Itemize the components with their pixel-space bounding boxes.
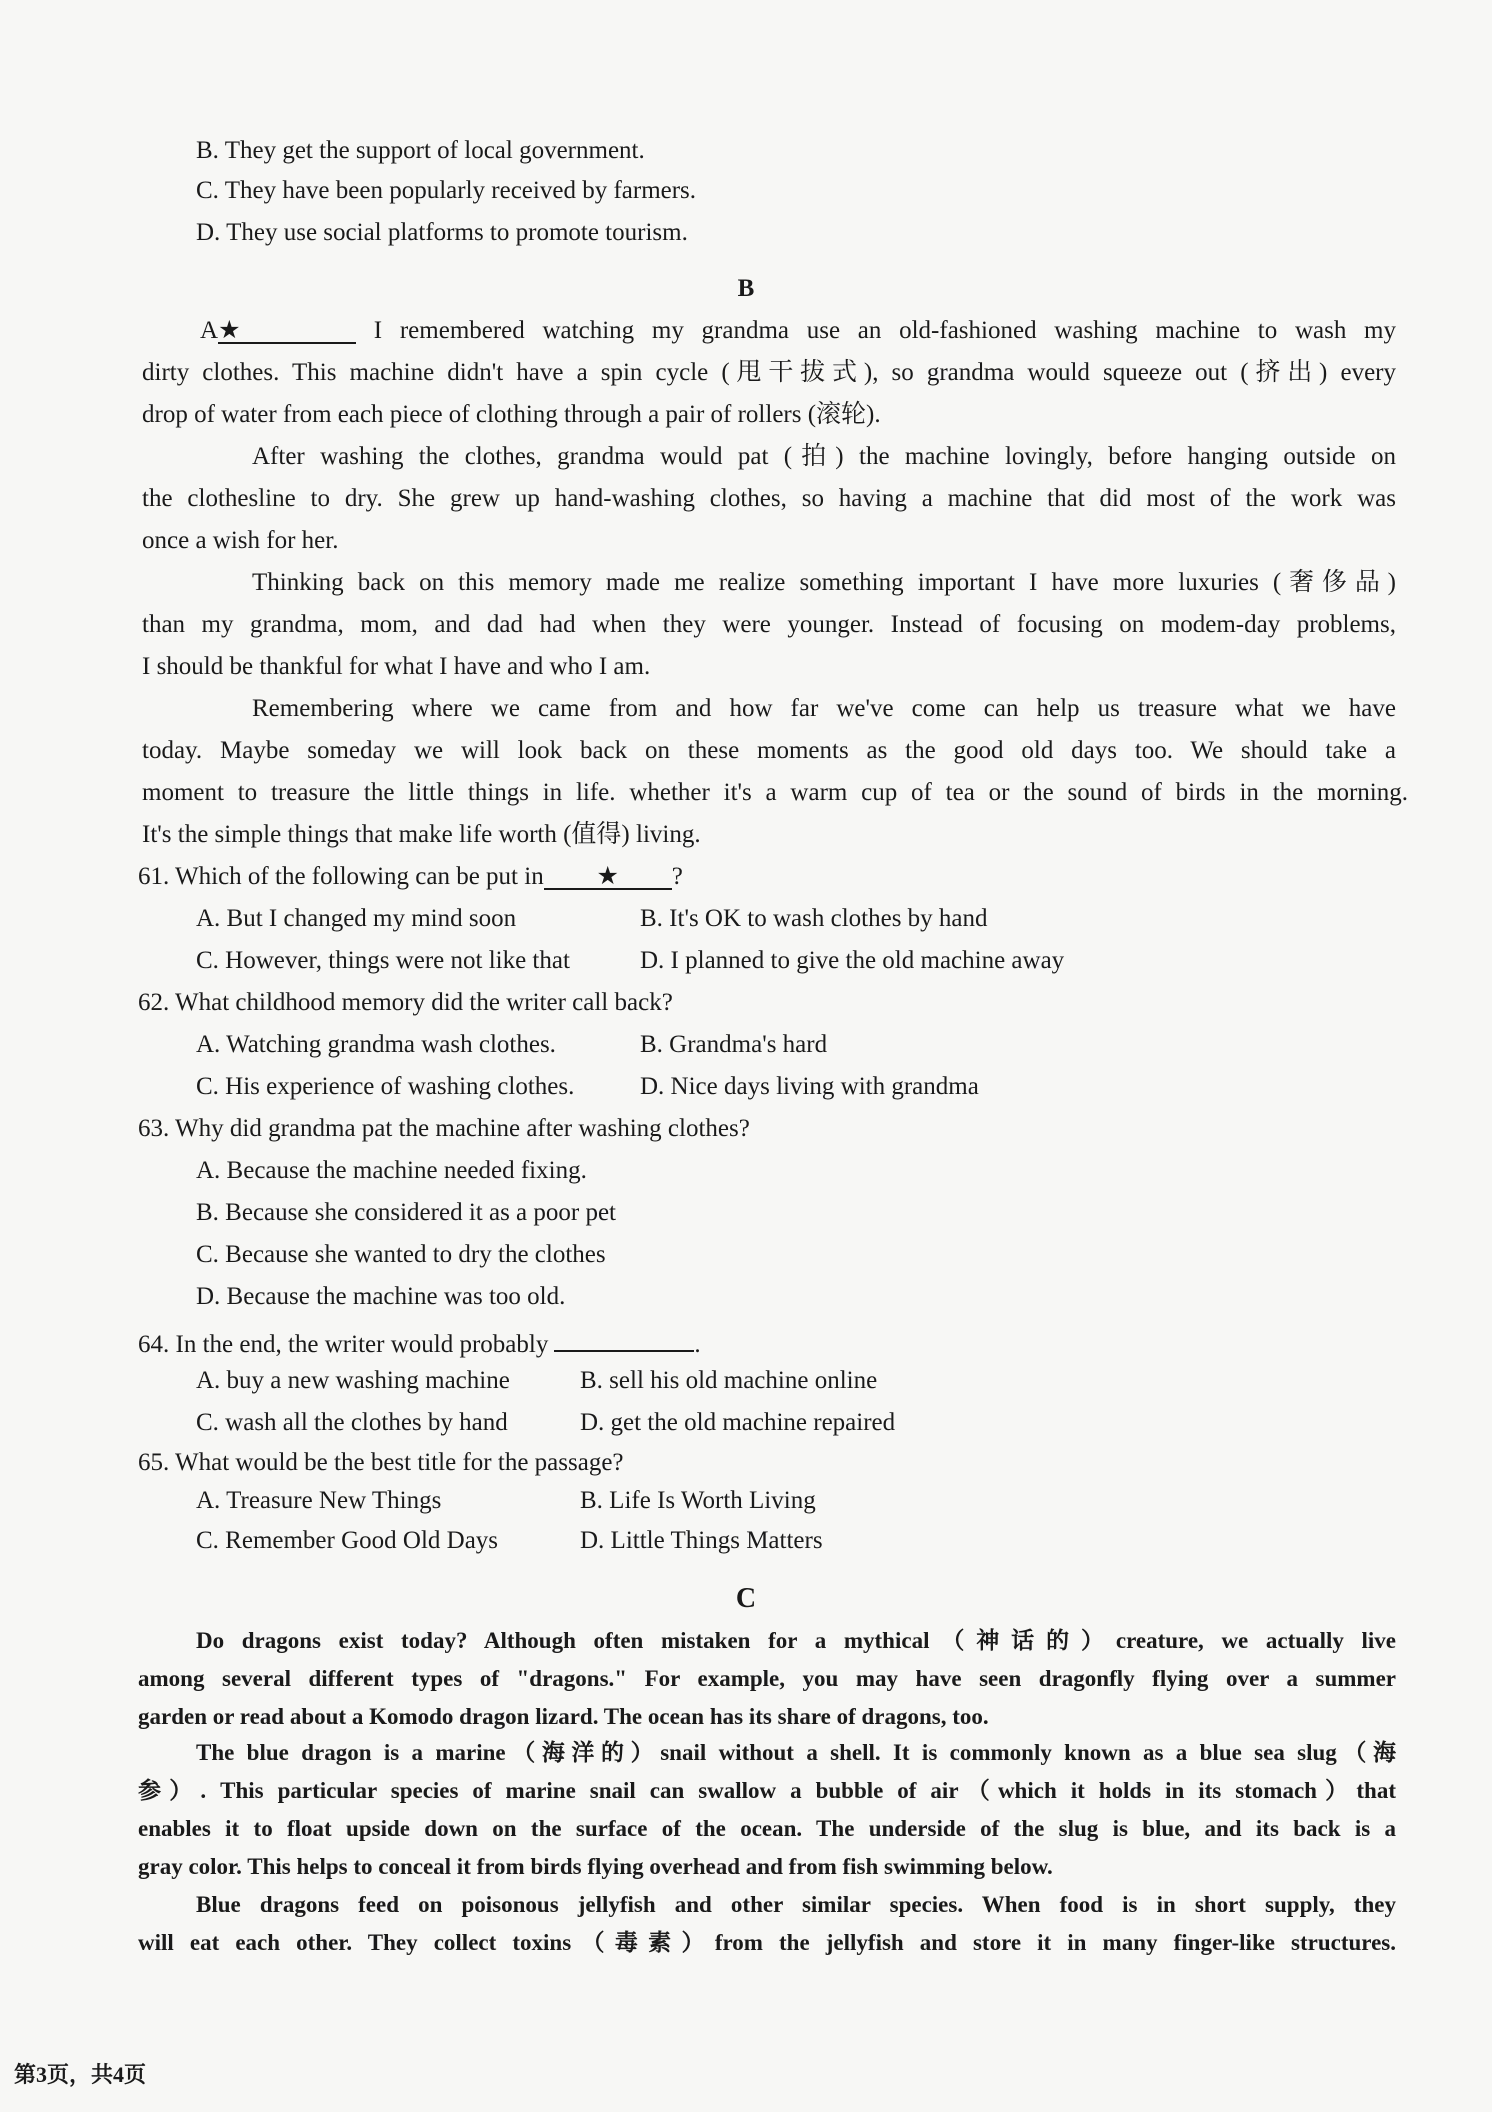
question-61-stem (138, 862, 683, 892)
passage-c-p1-line3: garden or read about a Komodo dragon lizard. The ocean has its share of dragons, too. (138, 1704, 989, 1729)
section-c-heading: C (735, 1583, 757, 1614)
blank-prefix: A (200, 317, 219, 344)
star-blank: ★ (218, 316, 356, 344)
question-64-end: . (694, 1331, 701, 1358)
star-blank: ★ (544, 862, 672, 890)
passage-c-p1-line1: Do dragons exist today? Although often mistaken for a mythical（神话的）creature, we actually live (196, 1628, 1396, 1653)
passage-b-p4-line2: today. Maybe someday we will look back on these moments as the good old days too. We should take a (142, 737, 1396, 764)
passage-c-p3-line1: Blue dragons feed on poisonous jellyfish and other similar species. When food is in short supply, they (196, 1892, 1396, 1917)
question-63-stem: 63. Why did grandma pat the machine after washing clothes? (138, 1115, 750, 1142)
q64-option-a: A. buy a new washing machine (196, 1367, 510, 1394)
question-65-stem: 65. What would be the best title for the passage? (138, 1449, 624, 1476)
passage-b-p3-line3: I should be thankful for what I have and who I am. (142, 653, 651, 680)
q63-option-b: B. Because she considered it as a poor pet (196, 1199, 617, 1226)
section-b-heading: B (737, 275, 755, 302)
passage-b-p2-line3: once a wish for her. (142, 527, 339, 554)
p1-line1-text: I remembered watching my grandma use an old-fashioned washing machine to wash my (373, 317, 1396, 344)
question-62-stem: 62. What childhood memory did the writer call back? (138, 989, 673, 1016)
passage-b-p4-line4: It's the simple things that make life worth (值得) living. (142, 821, 701, 848)
passage-b-p4-line1: Remembering where we came from and how far we've come can help us treasure what we have (252, 695, 1396, 722)
passage-b-p4-line3: moment to treasure the little things in life. whether it's a warm cup of tea or the sound of birds in the morning. (142, 779, 1408, 806)
q61-option-d: D. I planned to give the old machine away (640, 947, 1065, 974)
q62-option-b: B. Grandma's hard (640, 1031, 828, 1058)
q61-option-c: C. However, things were not like that (196, 947, 570, 974)
passage-c-p2-line4: gray color. This helps to conceal it from birds flying overhead and from fish swimming below. (138, 1854, 1053, 1879)
passage-b-p1-line3: drop of water from each piece of clothing through a pair of rollers (滚轮). (142, 401, 881, 428)
option-a-section-c: C. They have been popularly received by farmers. (196, 177, 697, 204)
q63-option-d: D. Because the machine was too old. (196, 1283, 566, 1310)
q64-option-c: C. wash all the clothes by hand (196, 1409, 508, 1436)
q62-option-d: D. Nice days living with grandma (640, 1073, 979, 1100)
q62-option-c: C. His experience of washing clothes. (196, 1073, 575, 1100)
q65-option-d: D. Little Things Matters (580, 1527, 823, 1554)
passage-c-p2-line2: 参）. This particular species of marine snail can swallow a bubble of air（which it holds in its stomach）that (138, 1778, 1396, 1803)
q64-option-b: B. sell his old machine online (580, 1367, 878, 1394)
answer-blank (554, 1324, 694, 1352)
q64-option-d: D. get the old machine repaired (580, 1409, 896, 1436)
passage-c-p1-line2: among several different types of "dragons." For example, you may have seen dragonfly flying over a summer (138, 1666, 1396, 1691)
passage-b-p3-line2: than my grandma, mom, and dad had when they were younger. Instead of focusing on modem-day problems, (142, 611, 1396, 638)
passage-b-p3-line1: Thinking back on this memory made me realize something important I have more luxuries (奢侈品) (252, 569, 1396, 596)
passage-b-p2-line1: After washing the clothes, grandma would pat (拍) the machine lovingly, before hanging outside on (252, 443, 1396, 470)
passage-c-p3-line2: will eat each other. They collect toxins（毒素）from the jellyfish and store it in many finger-like structures. (138, 1930, 1396, 1955)
passage-c-p2-line3: enables it to float upside down on the surface of the ocean. The underside of the slug is blue, and its back is a (138, 1816, 1396, 1841)
passage-c-p2-line1: The blue dragon is a marine（海洋的）snail without a shell. It is commonly known as a blue sea slug（海 (196, 1740, 1396, 1765)
q61-option-a: A. But I changed my mind soon (196, 905, 517, 932)
q61-option-b: B. It's OK to wash clothes by hand (640, 905, 988, 932)
q62-option-a: A. Watching grandma wash clothes. (196, 1031, 556, 1058)
passage-b-p1-line1 (200, 316, 1396, 346)
question-64-stem (138, 1324, 701, 1360)
question-61-end: ? (671, 863, 683, 890)
question-64-text: 64. In the end, the writer would probably (138, 1331, 549, 1358)
passage-b-p2-line2: the clothesline to dry. She grew up hand-washing clothes, so having a machine that did most of the work was (142, 485, 1396, 512)
q63-option-a: A. Because the machine needed fixing. (196, 1157, 587, 1184)
passage-b-p1-line2: dirty clothes. This machine didn't have a spin cycle (甩干拔式), so grandma would squeeze out (挤出) every (142, 359, 1396, 386)
q65-option-a: A. Treasure New Things (196, 1487, 442, 1514)
q65-option-c: C. Remember Good Old Days (196, 1527, 499, 1554)
question-61-text: 61. Which of the following can be put in (138, 863, 544, 890)
option-a-section-d: D. They use social platforms to promote tourism. (196, 219, 688, 246)
q63-option-c: C. Because she wanted to dry the clothes (196, 1241, 606, 1268)
q65-option-b: B. Life Is Worth Living (580, 1487, 816, 1514)
page-number: 第3页，共4页 (14, 2062, 147, 2087)
option-a-section-b: B. They get the support of local government. (196, 137, 645, 164)
